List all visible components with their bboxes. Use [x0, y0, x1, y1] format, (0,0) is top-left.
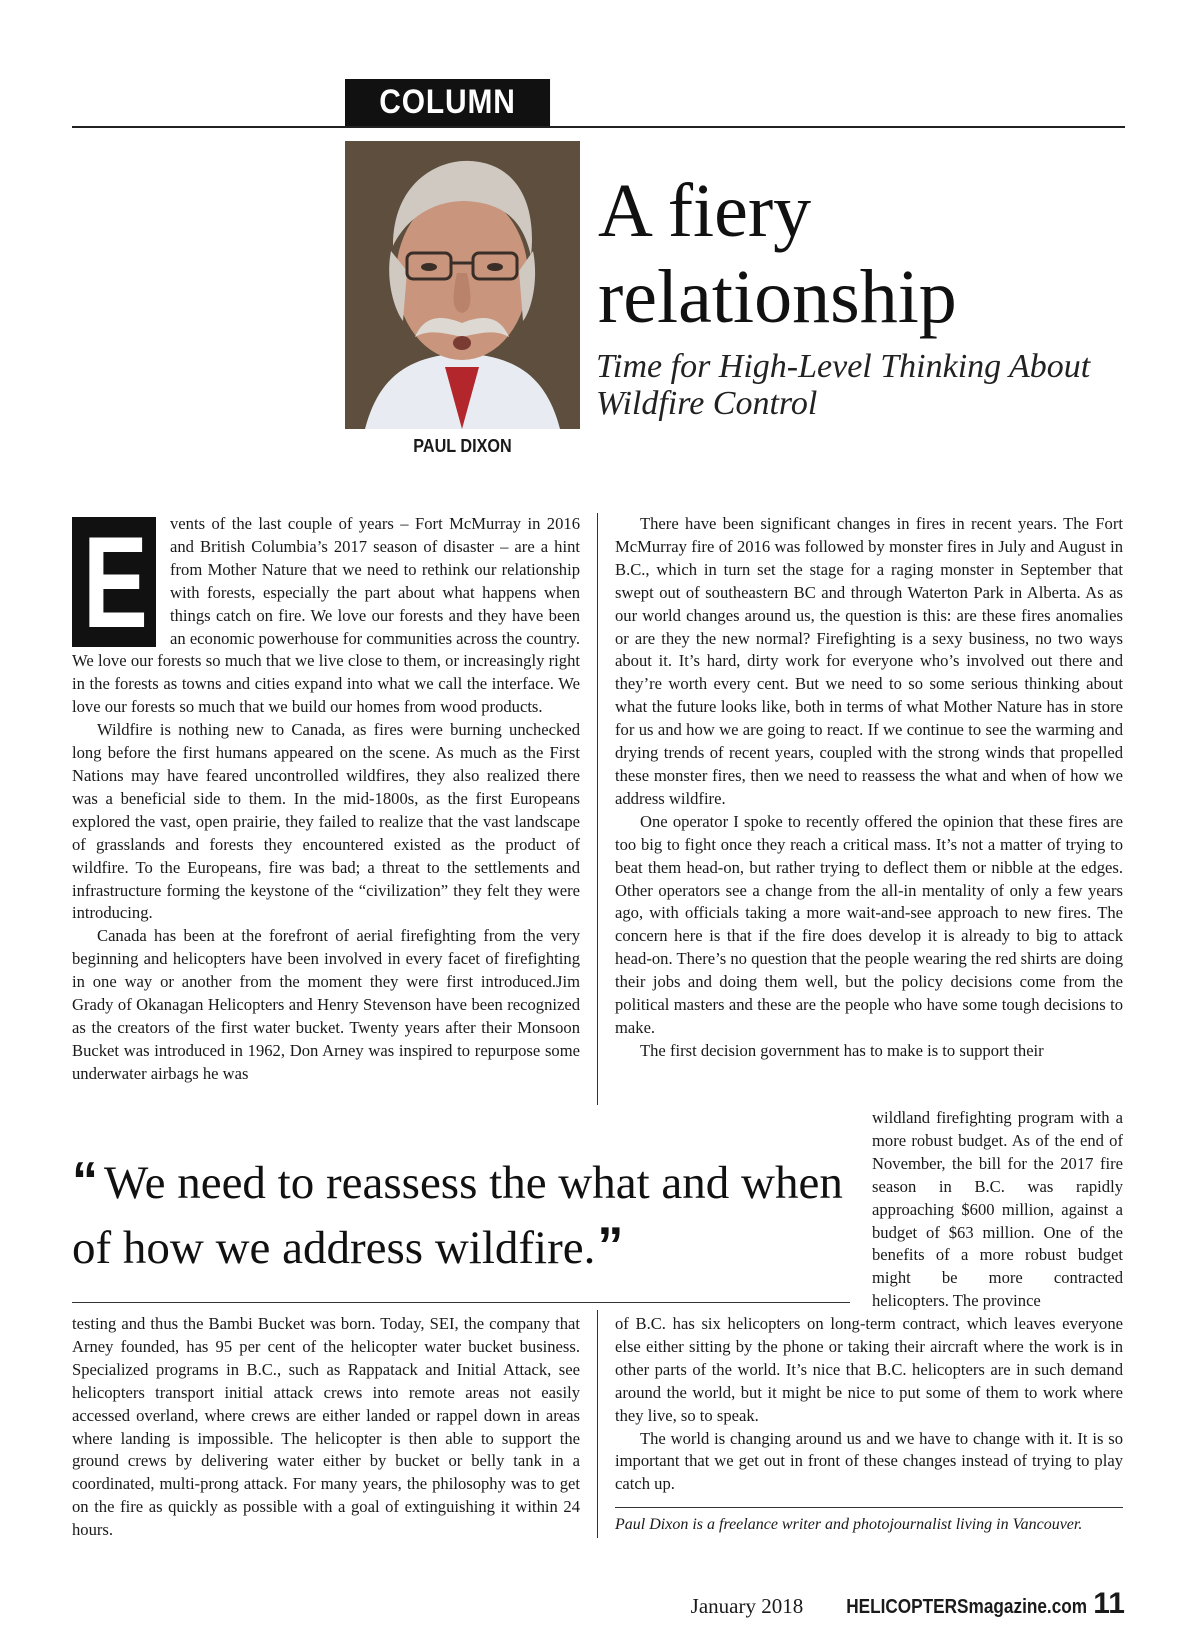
- pull-quote-rule: [72, 1302, 850, 1303]
- magazine-url: HELICOPTERSmagazine.com: [846, 1596, 1088, 1618]
- portrait-illustration: [345, 141, 580, 429]
- author-bio: Paul Dixon is a freelance writer and photojournalist living in Vancouver.: [615, 1516, 1083, 1533]
- paragraph-continued: testing and thus the Bambi Bucket was born. Today, SEI, the company that Arney founded, has 95 per cent of the helicopter water bucket business. Specialized programs in B.C., such as Rappatack and Initial Attack, see helicopters transport initial attack crews into remote areas not easily accessed overland, where crews are either landed or rappel down in areas where landing is impossible. The helicopter is then able to support the ground crews by delivering water either by bucket or belly tank in a coordinated, multi-prong attack. For many years, the philosophy was to get on the fire as quickly as possible with a goal of extinguishing it within 24 hours.: [72, 1314, 580, 1540]
- paragraph: There have been significant changes in fires in recent years. The Fort McMurray fire of 2016 was followed by monster fires in July and August in B.C., which in turn set the stage for a raging monster in September that swept out of southeastern BC and through Waterton Park in Alberta. As as our world changes around us, the question is this: are these fires anomalies or are they the new normal? Firefighting is a sexy business, no two ways about it. It’s hard, dirty work for everyone who’s involved out there and they’re worth every cent. But we need to so some serious thinking about what the future looks like, both in terms of what Mother Nature has in store for us and how we are going to react. If we continue to see the warming and drying trends of recent years, coupled with the strong winds that propelled these monster fires, then we need to reassess the what and when of how we address wildfire.: [615, 514, 1123, 808]
- right-column-bottom: [615, 1313, 1123, 1496]
- section-label: COLUMN: [345, 79, 550, 126]
- article-subtitle: Time for High-Level Thinking About Wildfire Control: [596, 348, 1091, 422]
- page-footer: [600, 1587, 1125, 1621]
- paragraph: Wildfire is nothing new to Canada, as fires were burning unchecked long before the first humans appeared on the scene. As much as the First Nations may have feared uncontrolled wildfires, they also realized there was a beneficial side to them. In the mid-1800s, as the first Europeans explored the vast, open prairie, they failed to realize that the vast landscape of grasslands and forests they encountered existed as the product of wildfire. To the Europeans, fire was bad; a threat to the settlements and infrastructure forming the keystone of the “civilization” they felt they were introducing.: [72, 720, 580, 923]
- paragraph: The first decision government has to make is to support their: [640, 1040, 1044, 1060]
- header-rule: [72, 126, 1125, 128]
- author-photo: [345, 141, 580, 429]
- drop-cap: E: [72, 517, 156, 647]
- pull-quote: [72, 1150, 852, 1280]
- page-number: 11: [1093, 1587, 1125, 1620]
- paragraph: The world is changing around us and we have to change with it. It is so important that we get out in front of these changes instead of trying to play catch up.: [615, 1428, 1123, 1494]
- paragraph: vents of the last couple of years – Fort McMurray in 2016 and British Columbia’s 2017 season of disaster – are a hint from Mother Nature that we need to rethink our relationship with forests, especially the part about what happens when things catch on fire. We love our forests and they have been an economic powerhouse for communities across the country. We love our forests so much that we live close to them, or increasingly right in the forests as towns and cities expand into what we call the interface. We love our forests so much that we build our homes from wood products.: [72, 514, 580, 717]
- paragraph-continued: of B.C. has six helicopters on long-term contract, which leaves everyone else either sitting by the phone or taking their aircraft where the work is in other parts of the world. It’s nice that B.C. helicopters are in such demand around the world, but it might be nice to put some of them to work where they live, so to speak.: [615, 1314, 1123, 1425]
- pull-quote-text: We need to reassess the what and when of how we address wildfire.: [72, 1157, 843, 1274]
- right-column-wrap: [872, 1107, 1123, 1313]
- paragraph: One operator I spoke to recently offered the opinion that these fires are too big to fight once they reach a critical mass. It’s not a matter of trying to beat them head-on, but rather trying to deflect them or nibble at the edges. Other operators see a change from the all-in mentality of only a few years ago, with officials taking a more wait-and-see approach to new fires. The concern here is that if the fire does develop it is already to big to attack head-on. There’s no question that the people wearing the red shirts are doing their jobs and doing them well, but the policy decisions come from the political masters and these are the people who have some tough decisions to make.: [615, 811, 1123, 1037]
- column-divider: [597, 513, 598, 1105]
- bio-rule: [615, 1507, 1123, 1508]
- issue-date: January 2018: [690, 1594, 804, 1618]
- left-column-top: [72, 513, 580, 1086]
- paragraph-continued: wildland firefighting program with a more robust budget. As of the end of November, the bill for the 2017 fire season in B.C. was rapidly approaching $600 million, against a budget of $63 million. One of the benefits of a more robust budget might be more contracted helicopters. The province: [872, 1108, 1123, 1311]
- column-divider: [597, 1310, 598, 1538]
- author-byline: PAUL DIXON: [413, 436, 512, 456]
- paragraph: Canada has been at the forefront of aerial firefighting from the very beginning and helicopters have been involved in every facet of firefighting in one way or another from the moment they were first introduced.Jim Grady of Okanagan Helicopters and Henry Stevenson have been recognized as the creators of the first water bucket. Twenty years after their Monsoon Bucket was introduced in 1962, Don Arney was inspired to repurpose some underwater airbags he was: [72, 926, 580, 1083]
- close-quote-mark: ”: [597, 1217, 624, 1275]
- right-column-top: [615, 513, 1123, 1063]
- left-column-bottom: [72, 1313, 580, 1542]
- article-title: A fiery relationship: [598, 169, 957, 339]
- open-quote-mark: “: [72, 1152, 98, 1210]
